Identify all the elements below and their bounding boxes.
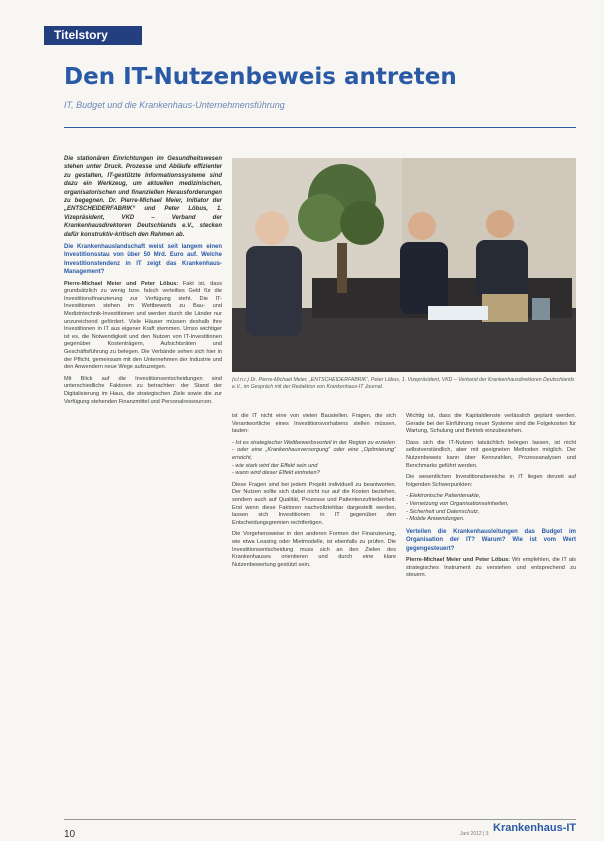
section-tab: Titelstory xyxy=(44,26,142,45)
lead-paragraph: Die stationären Einrichtungen im Gesundheitswesen stehen unter Druck. Prozesse und Abläufe effizienter zu gestalten, IT-gestützte Informationssysteme sind dazu ein Werkzeug, um aktuellen medizinischen, organisatorischen und finanziellen Herausforderungen zu begegnen. Dr. Pierre-Michael Meier, Initiator der „ENTSCHEIDERFABRIK“ und Peter Löbus, 1. Vizepräsident, VKD – Verband der Krankenhausdirektoren Deutschlands e.V., stecken dafür konstruktiv-kritisch den Rahmen ab. xyxy=(64,156,222,238)
bullet-list xyxy=(232,440,396,478)
column-left xyxy=(64,155,222,410)
list-item: - wie stark wird der Effekt sein und xyxy=(232,462,318,469)
list-item: - wann wird dieser Effekt eintreten? xyxy=(232,470,320,477)
interview-photo xyxy=(232,158,576,372)
list-item: - Mobile Anwendungen. xyxy=(406,516,465,523)
body-paragraph: Diese Fragen sind bei jedem Projekt individuell zu beantworten. Der Nutzen sollte sich dabei nicht nur auf die Kosten beziehen, sondern auch auf Qualität, Prozesse und Patientenzufriedenheit. Erst wenn diese Faktoren nachvollziehbar dargestellt werden, lassen sich Investitionen in IT gegenüber den Entscheidungsgremien rechtfertigen. xyxy=(232,481,396,526)
body-paragraph: Mit Blick auf die Investitionsentscheidungen sind unterschiedliche Faktoren zu betrachten: der Stand der Digitalisierung im Haus, die strategischen Ziele sowie die zur Verfügung stehenden Finanzmittel und Personalressourcen. xyxy=(64,375,222,405)
title-rule xyxy=(64,127,576,128)
column-right xyxy=(406,413,576,584)
interview-question: Verteilen die Krankenhausleitungen das Budget im Organisation der IT? Warum? Wie ist vom Wert gegengesteuert? xyxy=(406,528,576,552)
brand-text: Krankenhaus- xyxy=(493,822,567,834)
body-paragraph: Die Vorgehensweise in den anderen Formen der Finanzierung, wie etwa Leasing oder Mietmodelle, ist ebenfalls zu prüfen. Die Investitionsentscheidung muss sich an den Zielen des Krankenhauses orientieren und durch eine klare Nutzenbewertung gestützt sein. xyxy=(232,531,396,568)
body-paragraph: Wichtig ist, dass die Kapitaldienste verlässlich geplant werden. Gerade bei der Einführung neuer Systeme sind die Folgekosten für Wartung, Schulung und Betrieb einzubeziehen. xyxy=(406,413,576,435)
interview-answer xyxy=(406,557,576,580)
list-item: - Vernetzung von Organisationseinheiten, xyxy=(406,500,509,507)
answer-speakers: Pierre-Michael Meier und Peter Löbus: xyxy=(64,280,179,287)
interview-question: Die Krankenhauslandschaft weist seit langem einen Investitionsstau von über 50 Mrd. Euro auf. Welche Investitionstendenz in IT zeigt das Krankenhaus-Management? xyxy=(64,244,222,276)
brand-text-it: IT xyxy=(566,822,577,834)
list-item: - Sicherheit und Datenschutz, xyxy=(406,508,480,515)
article-subtitle: IT, Budget und die Krankenhaus-Unternehmensführung xyxy=(64,100,285,110)
bullet-list xyxy=(406,493,576,523)
body-paragraph: Dass sich die IT-Nutzen tatsächlich belegen lassen, ist nicht selbstverständlich, aber mit geeigneten Methoden möglich. Der Nutzenbeweis kann über Kennzahlen, Prozessanalysen und Benchmarks geführt werden. xyxy=(406,439,576,469)
photo-caption: (v.l.n.r.) Dr. Pierre-Michael Meier, „ENTSCHEIDERFABRIK“, Peter Löbus, 1. Vizepräsident, VKD – Verband der Krankenhausdirektoren Deutschlands e.V., im Gespräch mit der Redaktion von Krankenhaus-IT Journal. xyxy=(232,377,575,390)
list-item: - oder eine „Krankenhausversorgung“ oder eine „Optimierung“ erreicht, xyxy=(232,447,396,461)
body-paragraph: Die wesentlichen Investitionsbereiche in IT liegen derzeit auf folgenden Schwerpunkten: xyxy=(406,474,576,488)
footer-rule xyxy=(64,819,576,820)
column-middle xyxy=(232,413,396,573)
body-paragraph: ist die IT nicht eine von vielen Baustellen. Fragen, die sich Verantwortliche eines Investitionsvorhabens stellen müssen, lauten: xyxy=(232,413,396,435)
article-title: Den IT-Nutzenbeweis antreten xyxy=(64,64,457,90)
answer-text: Wir empfehlen, die IT als strategisches Instrument zu verstehen und entsprechend zu steuern. xyxy=(406,556,576,579)
answer-speakers: Pierre-Michael Meier und Peter Löbus: xyxy=(406,556,511,563)
brand-logo xyxy=(493,822,576,834)
photo-illustration xyxy=(232,158,576,372)
list-item: - Ist es strategischer Wettbewerbsvorteil in der Region zu erzielen xyxy=(232,439,395,446)
page-number: 10 xyxy=(64,829,76,840)
answer-text: Fakt ist, dass grundsätzlich zu wenig bzw. falsch verteiltes Geld für die Investitionsfinanzierung zur Verfügung steht. Die IT-Investitionen stehen im Wettbewerb zu Bau- und Medizintechnik-Investitionen und werden durch die Länder nur unzureichend gefördert. Viele Häuser müssen deshalb ihre Investitionen in IT aus eigener Kraft stemmen. Umso wichtiger ist es, die Notwendigkeit und den Nutzen von IT-Investitionen gegenüber Kostenträgern, Aufsichtsräten und Geschäftsführung zu belegen. Die Verbände sehen sich hier in der Pflicht, gemeinsam mit den Unternehmen der Industrie und den Anwendern neue Wege aufzuzeigen. xyxy=(64,280,222,371)
issue-info: Juni 2012 | 3 xyxy=(460,831,489,837)
interview-answer xyxy=(64,281,222,372)
list-item: - Elektronische Patientenakte, xyxy=(406,493,481,500)
